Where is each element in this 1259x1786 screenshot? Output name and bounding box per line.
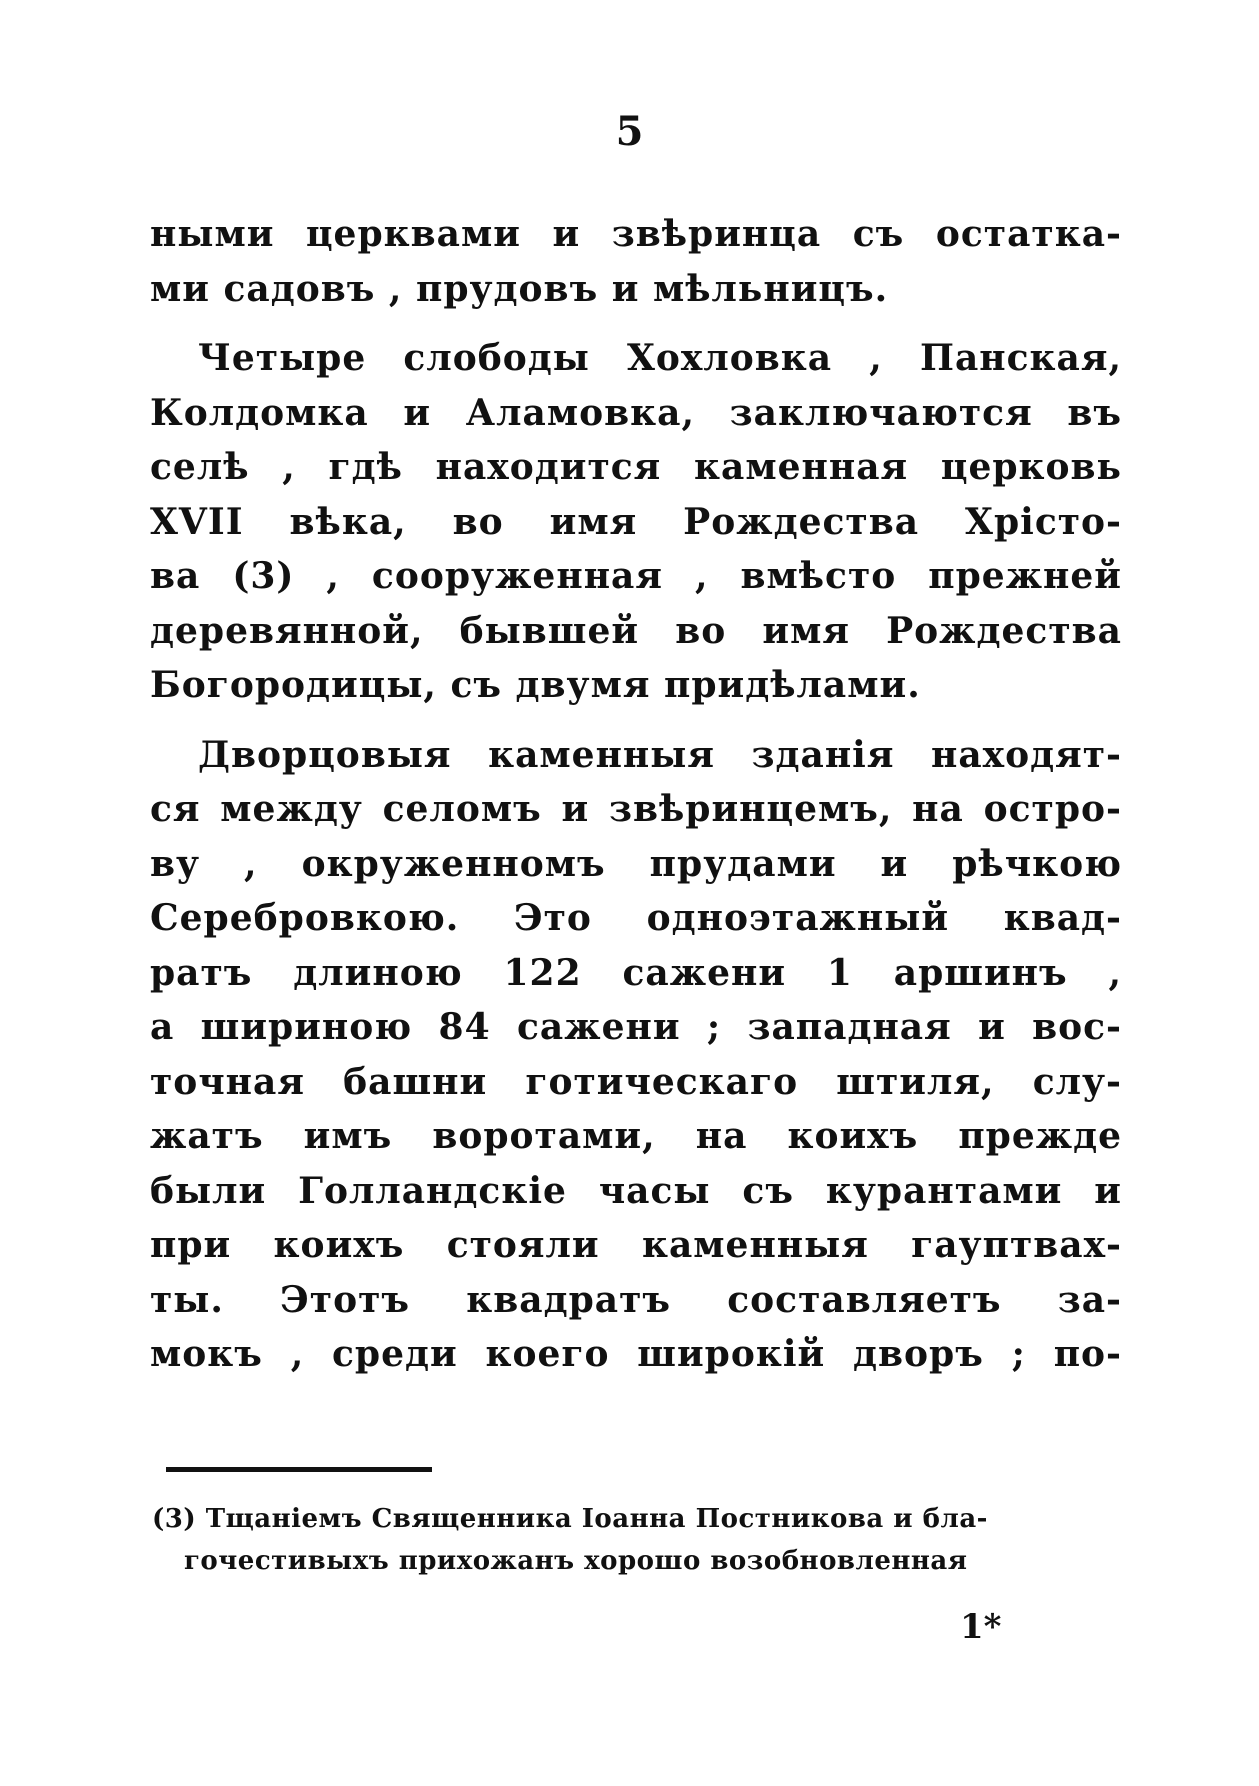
- text-line: мокъ , среди коего широкій дворъ ; по-: [150, 1333, 1122, 1375]
- paragraph: [150, 207, 1122, 316]
- page-number: 5: [615, 108, 644, 155]
- text-line: ты. Этотъ квадратъ составляетъ за-: [150, 1278, 1122, 1321]
- text-line: ратъ длиною 122 сажени 1 аршинъ ,: [150, 951, 1122, 994]
- text-line: Богородицы, съ двумя придѣлами.: [150, 664, 921, 706]
- text-line: ми садовъ , прудовъ и мѣльницъ.: [150, 267, 889, 310]
- text-line: Дворцовыя каменныя зданія находят-: [198, 733, 1122, 776]
- text-line: Четыре слободы Хохловка , Панская,: [198, 337, 1122, 379]
- text-line: ву , окруженномъ прудами и рѣчкою: [150, 842, 1122, 885]
- text-line: ными церквами и звѣринца съ остатка-: [150, 213, 1122, 255]
- text-line: ся между селомъ и звѣринцемъ, на остро-: [150, 788, 1122, 830]
- text-line: XVII вѣка, во имя Рождества Хрісто-: [150, 500, 1122, 543]
- text-line: а шириною 84 сажени ; западная и вос-: [150, 1006, 1122, 1048]
- paragraph: [150, 728, 1122, 1382]
- paragraph: [150, 331, 1122, 713]
- text-line: Серебровкою. Это одноэтажный квад-: [150, 897, 1122, 939]
- footnote: [152, 1498, 1112, 1582]
- signature-mark: 1*: [960, 1607, 1002, 1647]
- text-line: при коихъ стояли каменныя гауптвах-: [150, 1224, 1122, 1266]
- text-line: точная башни готическаго штиля, слу-: [150, 1060, 1122, 1103]
- footnote-line: гочестивыхъ прихожанъ хорошо возобновленная: [184, 1546, 968, 1576]
- footnote-divider: [166, 1467, 432, 1472]
- text-line: Колдомка и Аламовка, заключаются въ: [150, 391, 1122, 434]
- text-line: жатъ имъ воротами, на коихъ прежде: [150, 1115, 1122, 1157]
- footnote-line: (3) Тщаніемъ Священника Іоанна Постникова и бла-: [152, 1504, 988, 1534]
- text-line: селѣ , гдѣ находится каменная церковь: [150, 446, 1122, 488]
- text-line: ва (3) , сооруженная , вмѣсто прежней: [150, 555, 1122, 597]
- text-line: деревянной, бывшей во имя Рождества: [150, 609, 1122, 652]
- text-line: были Голландскіе часы съ курантами и: [150, 1169, 1122, 1212]
- body-text: [150, 207, 1122, 1382]
